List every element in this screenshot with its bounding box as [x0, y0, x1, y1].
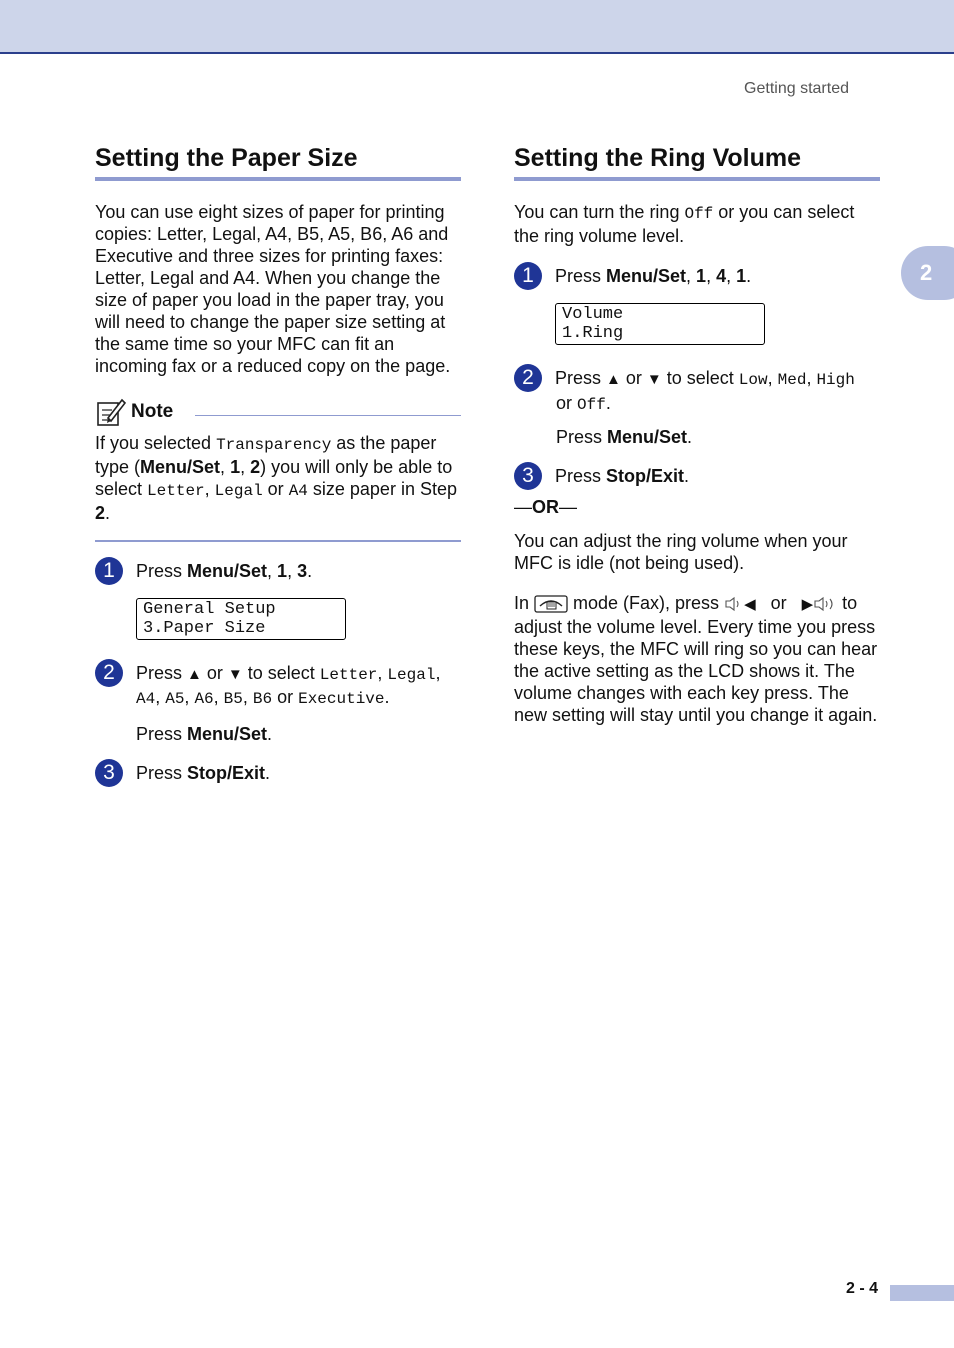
ring-volume-section	[514, 143, 880, 726]
up-arrow-icon: ▲	[187, 666, 202, 683]
up-arrow-icon: ▲	[606, 371, 621, 388]
note-rule	[195, 415, 461, 416]
step-number: 3	[514, 462, 542, 490]
paper-size-section	[95, 143, 461, 787]
note-header	[95, 395, 461, 429]
step-3	[514, 462, 880, 490]
step-text: Press Menu/Set, 1, 3.	[136, 561, 313, 581]
step-text: Press ▲ or ▼ to select Letter, Legal, A4, A5, A6, B5, B6 or Executive.	[136, 663, 441, 708]
lcd-display: General Setup 3.Paper Size	[136, 598, 346, 640]
volume-down-icon	[724, 596, 744, 612]
volume-up-icon	[813, 596, 837, 612]
step-number: 2	[95, 659, 123, 687]
intro-paragraph: You can use eight sizes of paper for printing copies: Letter, Legal, A4, B5, A5, B6, A6 and Executive and three sizes for printing faxes: Letter, Legal and A4. When you change the size of paper you load in the paper tray, you will need to change the paper size setting at the same time so your MFC can fit an incoming fax or a reduced copy on the page.	[95, 202, 451, 376]
step-number: 2	[514, 364, 542, 392]
right-arrow-icon: ▶	[801, 596, 814, 613]
section-title: Setting the Ring Volume	[514, 143, 880, 181]
or-separator: —OR—	[514, 497, 577, 517]
step-text: Press Menu/Set.	[136, 724, 273, 744]
step-1	[514, 262, 880, 345]
step-number: 3	[95, 759, 123, 787]
step-text: Press Menu/Set, 1, 4, 1.	[555, 266, 752, 286]
fax-mode-icon	[534, 594, 568, 614]
step-2	[95, 659, 461, 745]
step-text: or Off.	[556, 393, 611, 414]
intro-paragraph: You can turn the ring Off or you can select the ring volume level.	[514, 202, 855, 246]
note-end-rule	[95, 540, 461, 542]
down-arrow-icon: ▼	[646, 371, 662, 388]
running-head: Getting started	[744, 80, 849, 97]
idle-paragraph: You can adjust the ring volume when your MFC is idle (not being used).	[514, 531, 848, 573]
step-text: Press ▲ or ▼ to select Low, Med, High	[555, 368, 855, 389]
step-text: Press Stop/Exit.	[555, 466, 690, 486]
note-pencil-icon	[95, 397, 127, 427]
chapter-tab: 2	[901, 246, 954, 300]
step-3	[95, 759, 461, 787]
note-text: If you selected Transparency as the paper type (Menu/Set, 1, 2) you will only be able to select Letter, Legal or A4 size paper in Step 2.	[95, 433, 457, 523]
step-text: Press Menu/Set.	[556, 427, 693, 447]
volume-paragraph: In mode (Fax), press ◀ or ▶ to adjust the volume level. Every time you press these keys, the MFC will ring so you can hear the active setting as the LCD shows it. The volume changes with each key press. The new setting will stay until you change it again.	[514, 593, 878, 725]
step-2	[514, 364, 880, 392]
note-label: Note	[131, 401, 174, 422]
step-1	[95, 557, 461, 640]
section-title: Setting the Paper Size	[95, 143, 461, 181]
step-number: 1	[514, 262, 542, 290]
lcd-display: Volume 1.Ring	[555, 303, 765, 345]
page-number: 2 - 4	[846, 1280, 879, 1297]
left-arrow-icon: ◀	[744, 596, 756, 613]
step-text: Press Stop/Exit.	[136, 763, 271, 783]
step-number: 1	[95, 557, 123, 585]
header-band	[0, 0, 954, 54]
down-arrow-icon: ▼	[227, 666, 243, 683]
footer-bar	[890, 1285, 954, 1301]
